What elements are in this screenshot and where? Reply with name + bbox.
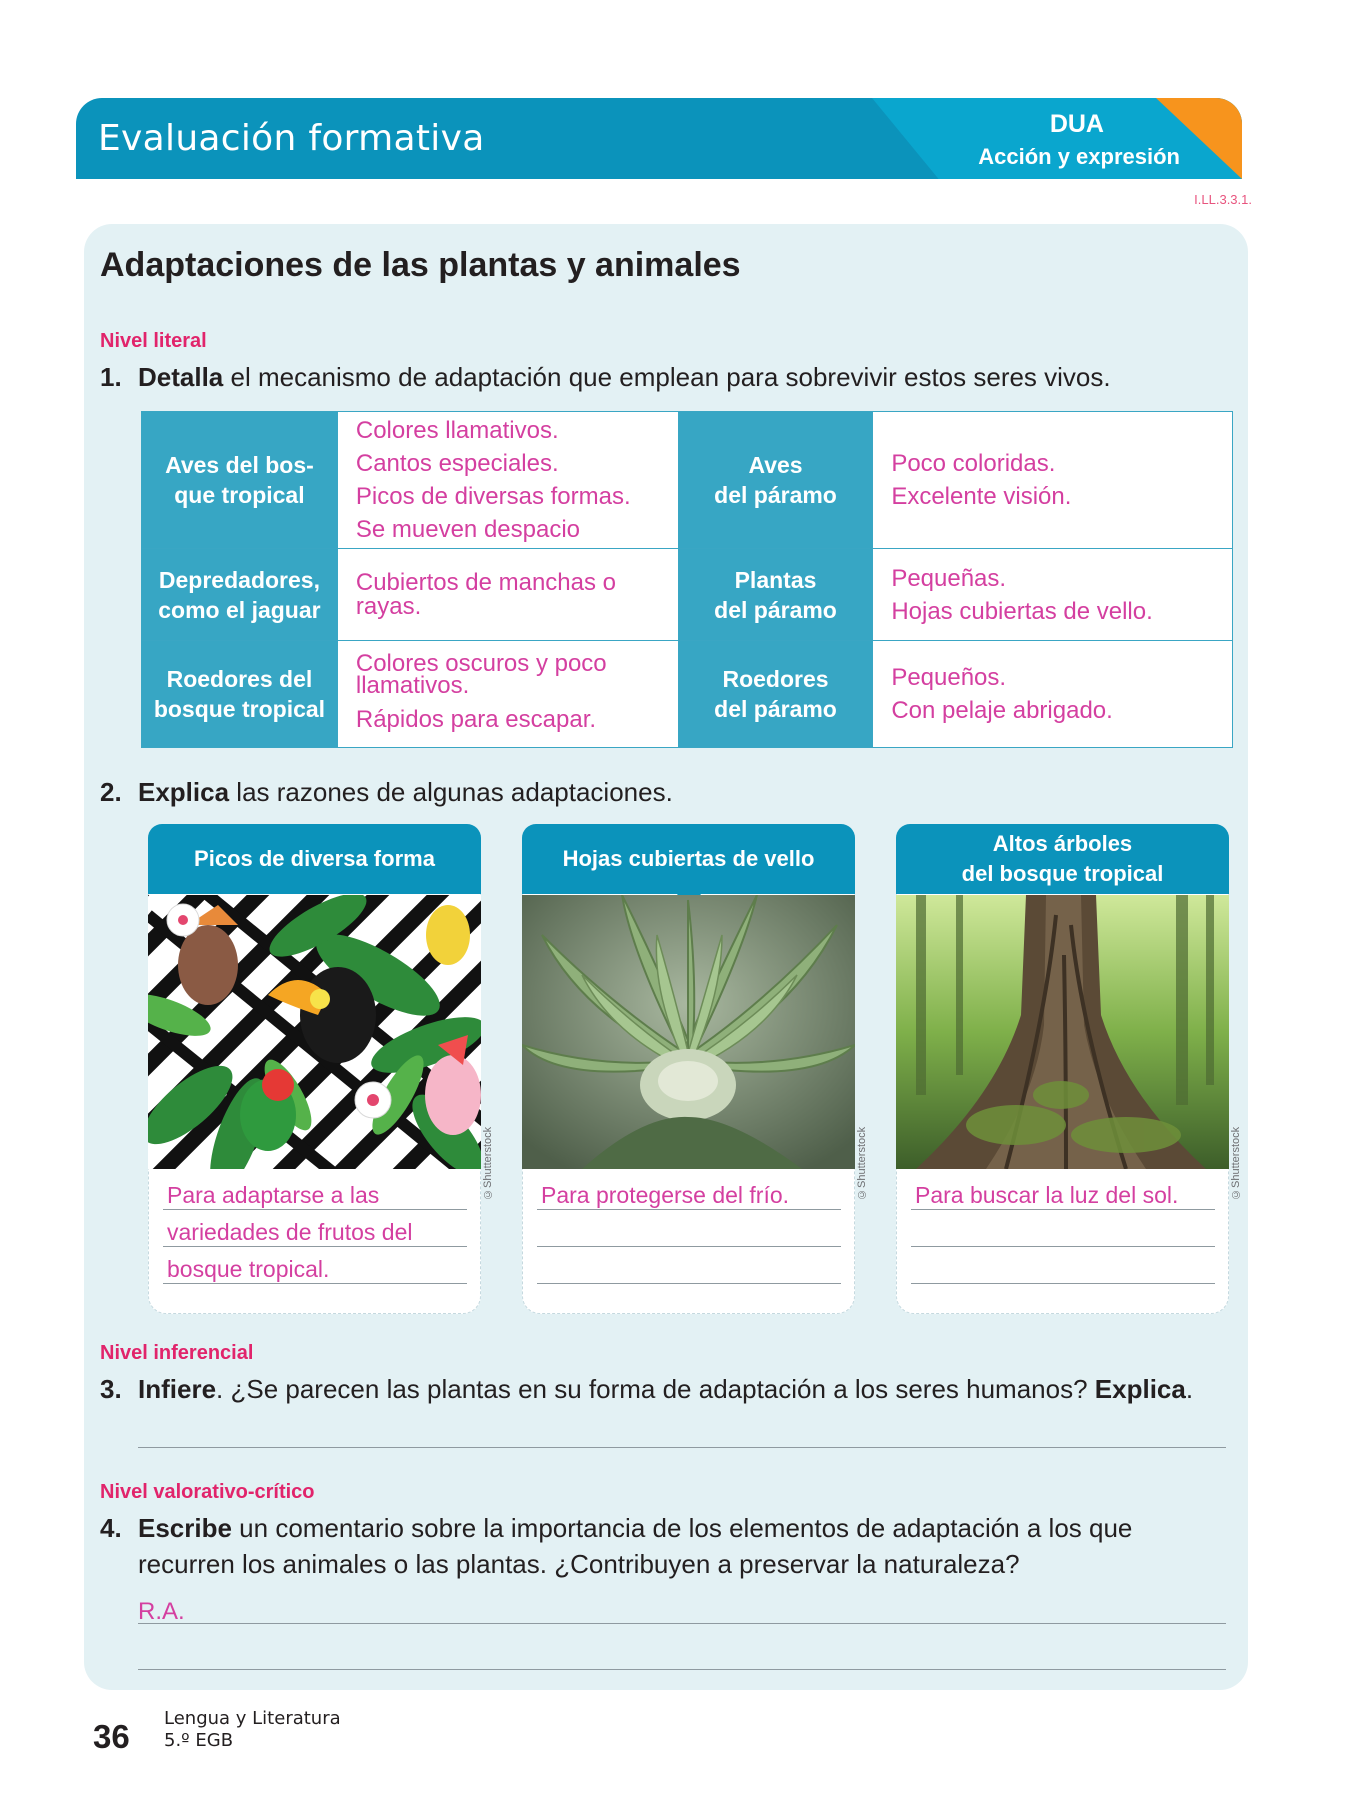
table-row-header: Aves del bos- que tropical — [142, 412, 338, 549]
table-row-header: Plantas del páramo — [678, 549, 873, 641]
level-inferencial: Nivel inferencial — [100, 1342, 254, 1364]
answer-line[interactable] — [911, 1247, 1215, 1284]
answer-line[interactable] — [138, 1418, 1226, 1448]
card-beaks — [148, 824, 481, 1314]
photo-credit: ©Shutterstock — [482, 1126, 494, 1200]
skill-code: I.LL.3.3.1. — [1194, 192, 1252, 207]
table-answer: Colores llamativos. Cantos especiales. Picos de diversas formas. Se mueven despacio — [337, 412, 678, 549]
table-row — [142, 641, 1233, 748]
answer-line[interactable]: bosque tropical. — [163, 1247, 467, 1284]
table-answer: Pequeñas. Hojas cubiertas de vello. — [873, 549, 1233, 641]
answer-line[interactable]: variedades de frutos del — [163, 1210, 467, 1247]
question-verb: Escribe — [138, 1513, 232, 1543]
question-rest: las razones de algunas adaptaciones. — [229, 777, 673, 807]
question-number: 4. — [100, 1513, 122, 1543]
birds-illustration — [148, 895, 481, 1169]
answer-text: R.A. — [138, 1598, 185, 1625]
dua-title: DUA — [1049, 110, 1104, 138]
answer-line[interactable]: Para protegerse del frío. — [537, 1173, 841, 1210]
level-valorativo: Nivel valorativo-crítico — [100, 1481, 315, 1503]
table-row — [142, 549, 1233, 641]
level-literal: Nivel literal — [100, 330, 207, 352]
card-label: Altos árboles del bosque tropical — [896, 824, 1229, 894]
answer-line[interactable] — [138, 1594, 1226, 1624]
answer-line[interactable]: Para adaptarse a las — [163, 1173, 467, 1210]
question-number: 1. — [100, 362, 122, 392]
answer-line[interactable] — [138, 1640, 1226, 1670]
table-row-header: Roedores del bosque tropical — [142, 641, 338, 748]
card-label: Hojas cubiertas de vello — [522, 824, 855, 894]
question-number: 3. — [100, 1374, 122, 1404]
header-banner — [76, 98, 1242, 179]
section-title: Adaptaciones de las plantas y animales — [100, 246, 741, 284]
table-answer: Cubiertos de manchas o rayas. — [337, 549, 678, 641]
card-answer-lines — [163, 1173, 467, 1284]
question-text — [138, 359, 1111, 395]
frailejon-plant-photo — [522, 895, 855, 1169]
question-number: 2. — [100, 777, 122, 807]
answer-line[interactable] — [537, 1247, 841, 1284]
table-answer: Colores oscuros y poco llamativos. Rápidos para escapar. — [337, 641, 678, 748]
answer-line[interactable]: Para buscar la luz del sol. — [911, 1173, 1215, 1210]
card-tall-trees — [896, 824, 1229, 1314]
question-verb: Infiere — [138, 1374, 217, 1404]
table-row — [142, 412, 1233, 549]
question-text — [138, 774, 673, 810]
dua-subtitle: Acción y expresión — [978, 144, 1180, 169]
table-answer: Poco coloridas. Excelente visión. — [873, 412, 1233, 549]
footer-subject: Lengua y Literatura — [164, 1708, 341, 1729]
photo-credit: ©Shutterstock — [1230, 1126, 1242, 1200]
footer-grade: 5.º EGB — [164, 1730, 234, 1751]
table-row-header: Roedores del páramo — [678, 641, 873, 748]
question-text: Escribe un comentario sobre la importancia de los elementos de adaptación a los que recurren los animales o las plantas. ¿Contribuyen a preservar la naturaleza? — [138, 1513, 1133, 1579]
table-answer: Pequeños. Con pelaje abrigado. — [873, 641, 1233, 748]
card-answer-lines — [537, 1173, 841, 1284]
card-answer-lines — [911, 1173, 1215, 1284]
answer-line[interactable] — [537, 1210, 841, 1247]
table-row-header: Depredadores, como el jaguar — [142, 549, 338, 641]
adaptation-table — [141, 411, 1233, 748]
question-verb-2: Explica — [1094, 1374, 1186, 1404]
question-verb: Explica — [138, 777, 230, 807]
answer-line[interactable] — [911, 1210, 1215, 1247]
question-verb: Detalla — [138, 362, 224, 392]
table-row-header: Aves del páramo — [678, 412, 873, 549]
card-label: Picos de diversa forma — [148, 824, 481, 894]
question-text: Infiere. ¿Se parecen las plantas en su forma de adaptación a los seres humanos? Explica. — [138, 1374, 1194, 1404]
page-number: 36 — [93, 1718, 130, 1755]
header-title: Evaluación formativa — [98, 118, 485, 159]
card-hairy-leaves — [522, 824, 855, 1314]
photo-credit: ©Shutterstock — [856, 1126, 868, 1200]
rainforest-tree-photo — [896, 895, 1229, 1169]
question-rest: el mecanismo de adaptación que emplean para sobrevivir estos seres vivos. — [223, 362, 1111, 392]
